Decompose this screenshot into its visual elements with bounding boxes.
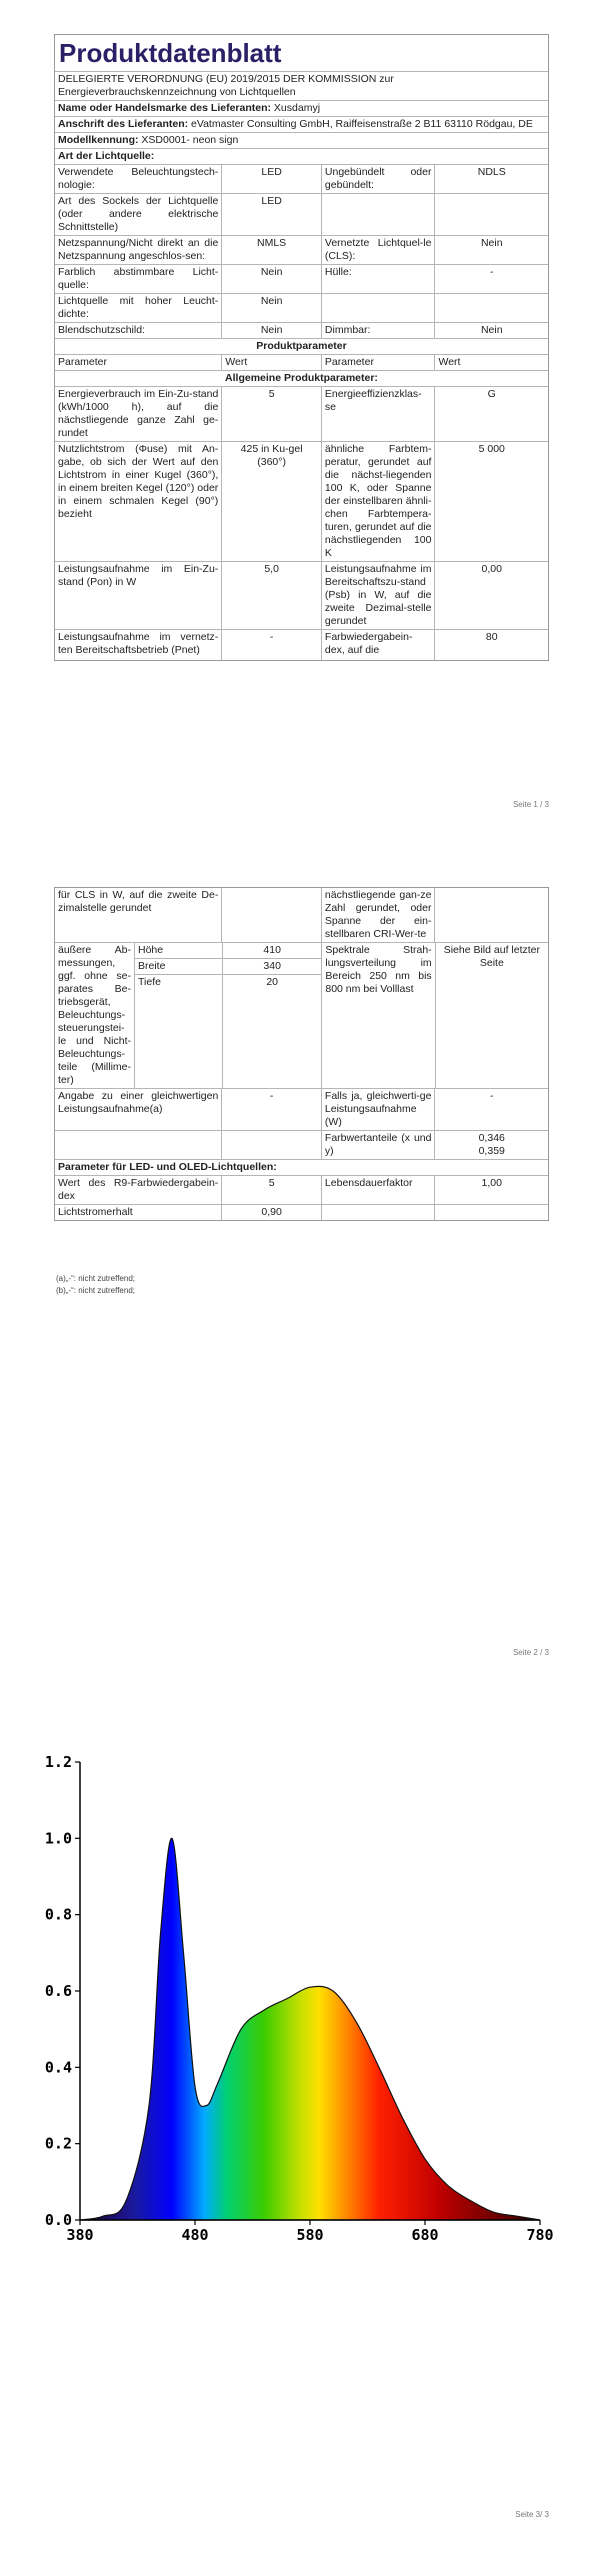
row-label: Farbwiedergabein-dex, auf die bbox=[321, 630, 435, 660]
table-row bbox=[55, 264, 548, 293]
row-label: Netzspannung/Nicht direkt an die Netzspannung angeschlos-sen: bbox=[58, 237, 219, 262]
row-label: Art des Sockels der Lichtquelle (oder andere elektrische Schnittstelle) bbox=[58, 195, 219, 233]
table-row bbox=[55, 441, 548, 561]
table-row bbox=[55, 561, 548, 629]
footnote-b: (b)„-“: nicht zutreffend; bbox=[56, 1286, 135, 1295]
supplier-address-label: Anschrift des Lieferanten: bbox=[58, 118, 189, 130]
model-row bbox=[55, 133, 548, 148]
equiv-label bbox=[55, 1089, 221, 1130]
row-label bbox=[321, 194, 435, 235]
spectrum-area bbox=[80, 1838, 540, 2220]
y-tick-label: 1.2 bbox=[44, 1753, 72, 1771]
dim-name-width: Breite bbox=[138, 960, 166, 972]
supplier-name-label: Name oder Handelsmarke des Lieferanten: bbox=[58, 102, 271, 114]
dimensions-values bbox=[222, 943, 321, 1088]
table-row bbox=[55, 1088, 548, 1130]
model-value: XSD0001- neon sign bbox=[141, 134, 239, 146]
row-value: 5,0 bbox=[221, 562, 321, 629]
page-footer: Seite 1 / 3 bbox=[512, 800, 549, 809]
y-tick-label: 0.8 bbox=[44, 1905, 72, 1924]
param-header-row bbox=[55, 354, 548, 370]
row-value: Nein bbox=[434, 236, 548, 264]
table-row bbox=[55, 1204, 548, 1220]
row-value: LED bbox=[221, 194, 321, 235]
row-label: Leistungsaufnahme im Ein-Zu-stand (Pon) in W bbox=[58, 563, 219, 588]
row-value bbox=[221, 888, 321, 942]
col-header-param: Parameter bbox=[58, 356, 108, 368]
row-value bbox=[434, 1205, 548, 1220]
table-row bbox=[55, 293, 548, 322]
col-header-value: Wert bbox=[221, 355, 321, 370]
dimensions-subcols bbox=[135, 943, 222, 1088]
row-label: Lichtquelle mit hoher Leucht-dichte: bbox=[58, 295, 219, 320]
row-label bbox=[55, 1131, 221, 1159]
dim-value-width: 340 bbox=[223, 958, 321, 974]
general-params-heading: Allgemeine Produktparameter: bbox=[225, 372, 378, 384]
x-tick-label: 380 bbox=[66, 2226, 94, 2244]
row-value: - bbox=[221, 630, 321, 660]
col-header-param: Parameter bbox=[321, 355, 435, 370]
table-row bbox=[55, 1130, 548, 1159]
x-tick-label: 580 bbox=[296, 2226, 324, 2244]
equiv-power-value: - bbox=[434, 1089, 548, 1130]
row-value: Nein bbox=[221, 323, 321, 338]
table-row bbox=[55, 164, 548, 193]
led-params-heading: Parameter für LED- und OLED-Lichtquellen: bbox=[58, 1161, 277, 1173]
page-2 bbox=[0, 885, 603, 1665]
page-footer: Seite 3/ 3 bbox=[515, 2510, 549, 2519]
equiv-power-label: Falls ja, gleichwerti-ge Leistungsaufnahme (W) bbox=[321, 1089, 435, 1130]
row-label: Nutzlichtstrom (Φuse) mit An-gabe, ob sich der Wert auf den Lichtstrom in einer Kugel (360°), in einem breiten Kegel (120°) oder in einem schmalen Kegel (90°) bezieht bbox=[58, 443, 219, 520]
dimensions-label: äußere Ab-messungen, ggf. ohne se-parates Be-triebsgerät, Beleuchtungs-steuerungstei-le und Nicht-Beleuchtungs-teile (Millime-ter) bbox=[55, 943, 135, 1088]
row-value: G bbox=[434, 387, 548, 441]
row-value: NMLS bbox=[221, 236, 321, 264]
row-label: Farblich abstimmbare Licht-quelle: bbox=[58, 266, 219, 291]
row-value: 0,00 bbox=[434, 562, 548, 629]
supplier-name-row bbox=[55, 101, 548, 116]
row-label bbox=[321, 1205, 435, 1220]
row-value: Nein bbox=[434, 323, 548, 338]
row-value: 80 bbox=[434, 630, 548, 660]
row-label: Ungebündelt oder gebündelt: bbox=[321, 165, 435, 193]
row-value bbox=[434, 194, 548, 235]
doc-title: Produktdatenblatt bbox=[59, 38, 282, 68]
row-value bbox=[434, 888, 548, 942]
x-tick-label: 480 bbox=[181, 2226, 209, 2244]
y-tick-label: 0.6 bbox=[44, 1982, 72, 2000]
row-value bbox=[221, 1131, 321, 1159]
dimensions-cell bbox=[55, 943, 222, 1088]
r9-value: 5 bbox=[221, 1176, 321, 1204]
row-label: Leistungsaufnahme im Bereitschaftszu-stand (Psb) in W, auf die zweite Dezimal-stelle gerundet bbox=[321, 562, 435, 629]
row-label: Hülle: bbox=[321, 265, 435, 293]
page-3 bbox=[0, 1740, 603, 2560]
spectral-label: Spektrale Strah-lungsverteilung im Bereich 250 nm bis 800 nm bei Volllast bbox=[321, 943, 434, 1088]
spectral-value: Siehe Bild auf letzter Seite bbox=[435, 943, 548, 1088]
datasheet-table-1 bbox=[54, 34, 549, 661]
row-value: 5 bbox=[221, 387, 321, 441]
supplier-name-value: Xusdamyj bbox=[273, 102, 321, 114]
footnotes bbox=[56, 1273, 135, 1297]
row-value: LED bbox=[221, 165, 321, 193]
row-value: NDLS bbox=[434, 165, 548, 193]
row-value: 5 000 bbox=[434, 442, 548, 561]
table-row bbox=[55, 1175, 548, 1204]
flux-label: Lichtstromerhalt bbox=[58, 1206, 133, 1218]
row-label: für CLS in W, auf die zweite De-zimalstelle gerundet bbox=[58, 889, 219, 914]
model-label: Modellkennung: bbox=[58, 134, 139, 146]
equiv-value: - bbox=[221, 1089, 321, 1130]
table-row bbox=[55, 322, 548, 338]
row-value: Nein bbox=[221, 265, 321, 293]
dim-value-depth: 20 bbox=[223, 974, 321, 990]
datasheet-table-2 bbox=[54, 887, 549, 1221]
row-label: Leistungsaufnahme im vernetz-ten Bereitschaftsbetrieb (Pnet) bbox=[58, 631, 219, 656]
y-tick-label: 1.0 bbox=[44, 1829, 72, 1848]
equiv-label-text: Angabe zu einer gleichwertigen Leistungsaufnahme(a) bbox=[58, 1090, 219, 1115]
dim-name-height: Höhe bbox=[138, 944, 164, 956]
x-tick-label: 680 bbox=[411, 2226, 439, 2244]
table-row bbox=[55, 888, 548, 942]
flux-value: 0,90 bbox=[221, 1205, 321, 1220]
chroma-value: 0,346 0,359 bbox=[434, 1131, 548, 1159]
table-row bbox=[55, 235, 548, 264]
row-label: Blendschutzschild: bbox=[58, 324, 145, 336]
y-tick-label: 0.2 bbox=[44, 2134, 72, 2153]
lifetime-value: 1,00 bbox=[434, 1176, 548, 1204]
supplier-address-value: eVatmaster Consulting GmbH, Raiffeisenstraße 2 B11 63110 Rödgau, DE bbox=[191, 118, 533, 130]
dimensions-row bbox=[55, 942, 548, 1088]
row-label: Verwendete Beleuchtungstech-nologie: bbox=[58, 166, 219, 191]
table-row bbox=[55, 193, 548, 235]
row-value bbox=[434, 294, 548, 322]
row-label: nächstliegende gan-ze Zahl gerundet, oder Spanne der ein-stellbaren CRI-Wer-te bbox=[321, 888, 435, 942]
y-tick-label: 0.4 bbox=[44, 2058, 72, 2077]
dim-name-depth: Tiefe bbox=[138, 976, 161, 988]
page-1 bbox=[0, 0, 603, 820]
row-label: Energieeffizienzklas-se bbox=[321, 387, 435, 441]
y-tick-label: 0.0 bbox=[44, 2211, 72, 2229]
dim-value-height: 410 bbox=[263, 944, 281, 956]
table-row bbox=[55, 629, 548, 660]
r9-label: Wert des R9-Farbwiedergabein-dex bbox=[58, 1177, 219, 1202]
chroma-label: Farbwertanteile (x und y) bbox=[321, 1131, 435, 1159]
row-label: ähnliche Farbtem-peratur, gerundet auf die nächst-liegenden 100 K, oder Spanne der einstellbaren ähnli-chen Farbtempera-turen, gerundet auf die nächstliegenden 100 K bbox=[321, 442, 435, 561]
x-tick-label: 780 bbox=[526, 2226, 554, 2244]
lightsource-type-heading: Art der Lichtquelle: bbox=[58, 150, 155, 162]
supplier-address-row bbox=[55, 117, 548, 132]
col-header-value: Wert bbox=[434, 355, 548, 370]
page-footer: Seite 2 / 3 bbox=[512, 1648, 549, 1657]
row-value: Nein bbox=[221, 294, 321, 322]
row-label: Energieverbrauch im Ein-Zu-stand (kWh/1000 h), auf die nächstliegende ganze Zahl ge-rundet bbox=[58, 388, 219, 439]
row-value: - bbox=[434, 265, 548, 293]
regulation-text: DELEGIERTE VERORDNUNG (EU) 2019/2015 DER KOMMISSION zur Energieverbrauchskennzeichnung von Lichtquellen bbox=[58, 73, 394, 98]
product-params-heading: Produktparameter bbox=[256, 340, 347, 352]
spectrum-chart bbox=[0, 1740, 603, 2300]
row-label bbox=[321, 294, 435, 322]
row-label: Dimmbar: bbox=[321, 323, 435, 338]
table-row bbox=[55, 386, 548, 441]
row-label: Vernetzte Lichtquel-le (CLS): bbox=[321, 236, 435, 264]
lifetime-label: Lebensdauerfaktor bbox=[321, 1176, 435, 1204]
row-value: 425 in Ku-gel (360°) bbox=[221, 442, 321, 561]
footnote-a: (a)„-“: nicht zutreffend; bbox=[56, 1274, 135, 1283]
